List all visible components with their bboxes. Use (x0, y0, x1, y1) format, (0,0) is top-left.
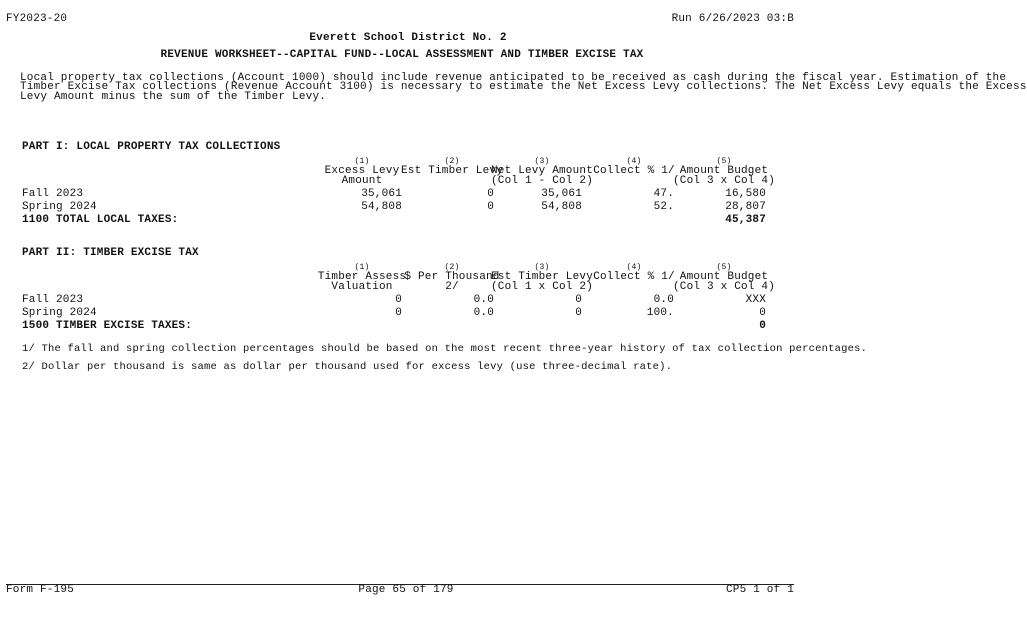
part2-row2-c5: 0 (759, 307, 766, 319)
form-number: Form F-195 (6, 584, 75, 596)
part1-col3-num: (3) (534, 157, 550, 166)
part2-col1-head: Timber Assess (317, 271, 407, 283)
part1-col5-num: (5) (716, 157, 732, 166)
part2-row1-c4: 0.0 (653, 294, 674, 306)
part1-col1-sub: Amount (341, 175, 383, 187)
part2-row2-c2: 0.0 (473, 307, 494, 319)
part2-row2-label: Spring 2024 (22, 307, 97, 319)
part2-col2-num: (2) (444, 263, 460, 272)
part2-title: PART II: TIMBER EXCISE TAX (22, 247, 199, 259)
part1-col2-num: (2) (444, 157, 460, 166)
part1-row2-c5: 28,807 (725, 201, 766, 213)
part1-row2-c3: 54,808 (541, 201, 582, 213)
intro-line-1: Local property tax collections (Account 1000) should include revenue anticipated to be received as cash during the fiscal year. Estimation of the (20, 72, 1007, 84)
part2-row1-c1: 0 (395, 294, 402, 306)
part2-row1-c5: XXX (745, 294, 766, 306)
part1-col1-head: Excess Levy (324, 165, 400, 177)
part2-total-label: 1500 TIMBER EXCISE TAXES: (22, 320, 193, 332)
part2-col3-sub: (Col 1 x Col 2) (490, 281, 594, 293)
part2-col2-sub: 2/ (445, 281, 459, 293)
run-date: Run 6/26/2023 03:B (671, 13, 794, 25)
part1-col4-num: (4) (626, 157, 642, 166)
part2-col5-sub: (Col 3 x Col 4) (672, 281, 776, 293)
part2-row1-label: Fall 2023 (22, 294, 84, 306)
part1-row2-c1: 54,808 (361, 201, 402, 213)
part1-row1-label: Fall 2023 (22, 188, 84, 200)
intro-line-3: Levy Amount minus the sum of the Timber Levy. (20, 91, 327, 103)
part1-col3-sub: (Col 1 - Col 2) (490, 175, 594, 187)
part1-col2-head: Est Timber Levy (400, 165, 504, 177)
sheet-title: REVENUE WORKSHEET--CAPITAL FUND--LOCAL ASSESSMENT AND TIMBER EXCISE TAX (160, 49, 644, 61)
part1-col1-num: (1) (354, 157, 370, 166)
intro-line-2: Timber Excise Tax collections (Revenue Account 3100) is necessary to estimate the Net Excess Levy collections. The Net Excess Levy equals the Excess (20, 81, 1027, 93)
part1-col5-head: Amount Budget (679, 165, 769, 177)
part1-row2-label: Spring 2024 (22, 201, 97, 213)
fiscal-year: FY2023-20 (6, 13, 68, 25)
form-code: CP5 1 of 1 (725, 584, 794, 596)
footnote-2: 2/ Dollar per thousand is same as dollar per thousand used for excess levy (use three-decimal rate). (22, 361, 673, 373)
part1-total-value: 45,387 (725, 214, 766, 226)
part1-col4-head: Collect % 1/ (593, 165, 675, 177)
part2-row2-c3: 0 (575, 307, 582, 319)
part1-row1-c3: 35,061 (541, 188, 582, 200)
part2-col3-num: (3) (534, 263, 550, 272)
part1-total-label: 1100 TOTAL LOCAL TAXES: (22, 214, 179, 226)
part1-row1-c2: 0 (487, 188, 494, 200)
part1-col3-head: Net Levy Amount (490, 165, 594, 177)
page-number: Page 65 of 179 (358, 584, 454, 596)
part2-col1-sub: Valuation (331, 281, 393, 293)
part2-row1-c3: 0 (575, 294, 582, 306)
part1-row1-c4: 47. (653, 188, 674, 200)
part1-row1-c5: 16,580 (725, 188, 766, 200)
part2-col4-head: Collect % 1/ (593, 271, 675, 283)
part2-col5-num: (5) (716, 263, 732, 272)
part2-row1-c2: 0.0 (473, 294, 494, 306)
footnote-1: 1/ The fall and spring collection percentages should be based on the most recent three-year history of tax collection percentages. (22, 343, 868, 355)
part2-col5-head: Amount Budget (679, 271, 769, 283)
part2-col4-num: (4) (626, 263, 642, 272)
part1-row1-c1: 35,061 (361, 188, 402, 200)
part2-col2-head: $ Per Thousand (404, 271, 500, 283)
part1-col5-sub: (Col 3 x Col 4) (672, 175, 776, 187)
district-name: Everett School District No. 2 (309, 32, 507, 44)
part2-col3-head: Est Timber Levy (490, 271, 594, 283)
part2-row2-c4: 100. (646, 307, 674, 319)
part2-row2-c1: 0 (395, 307, 402, 319)
part1-title: PART I: LOCAL PROPERTY TAX COLLECTIONS (22, 141, 281, 153)
part2-col1-num: (1) (354, 263, 370, 272)
part2-total-value: 0 (759, 320, 766, 332)
part1-row2-c4: 52. (653, 201, 674, 213)
part1-row2-c2: 0 (487, 201, 494, 213)
